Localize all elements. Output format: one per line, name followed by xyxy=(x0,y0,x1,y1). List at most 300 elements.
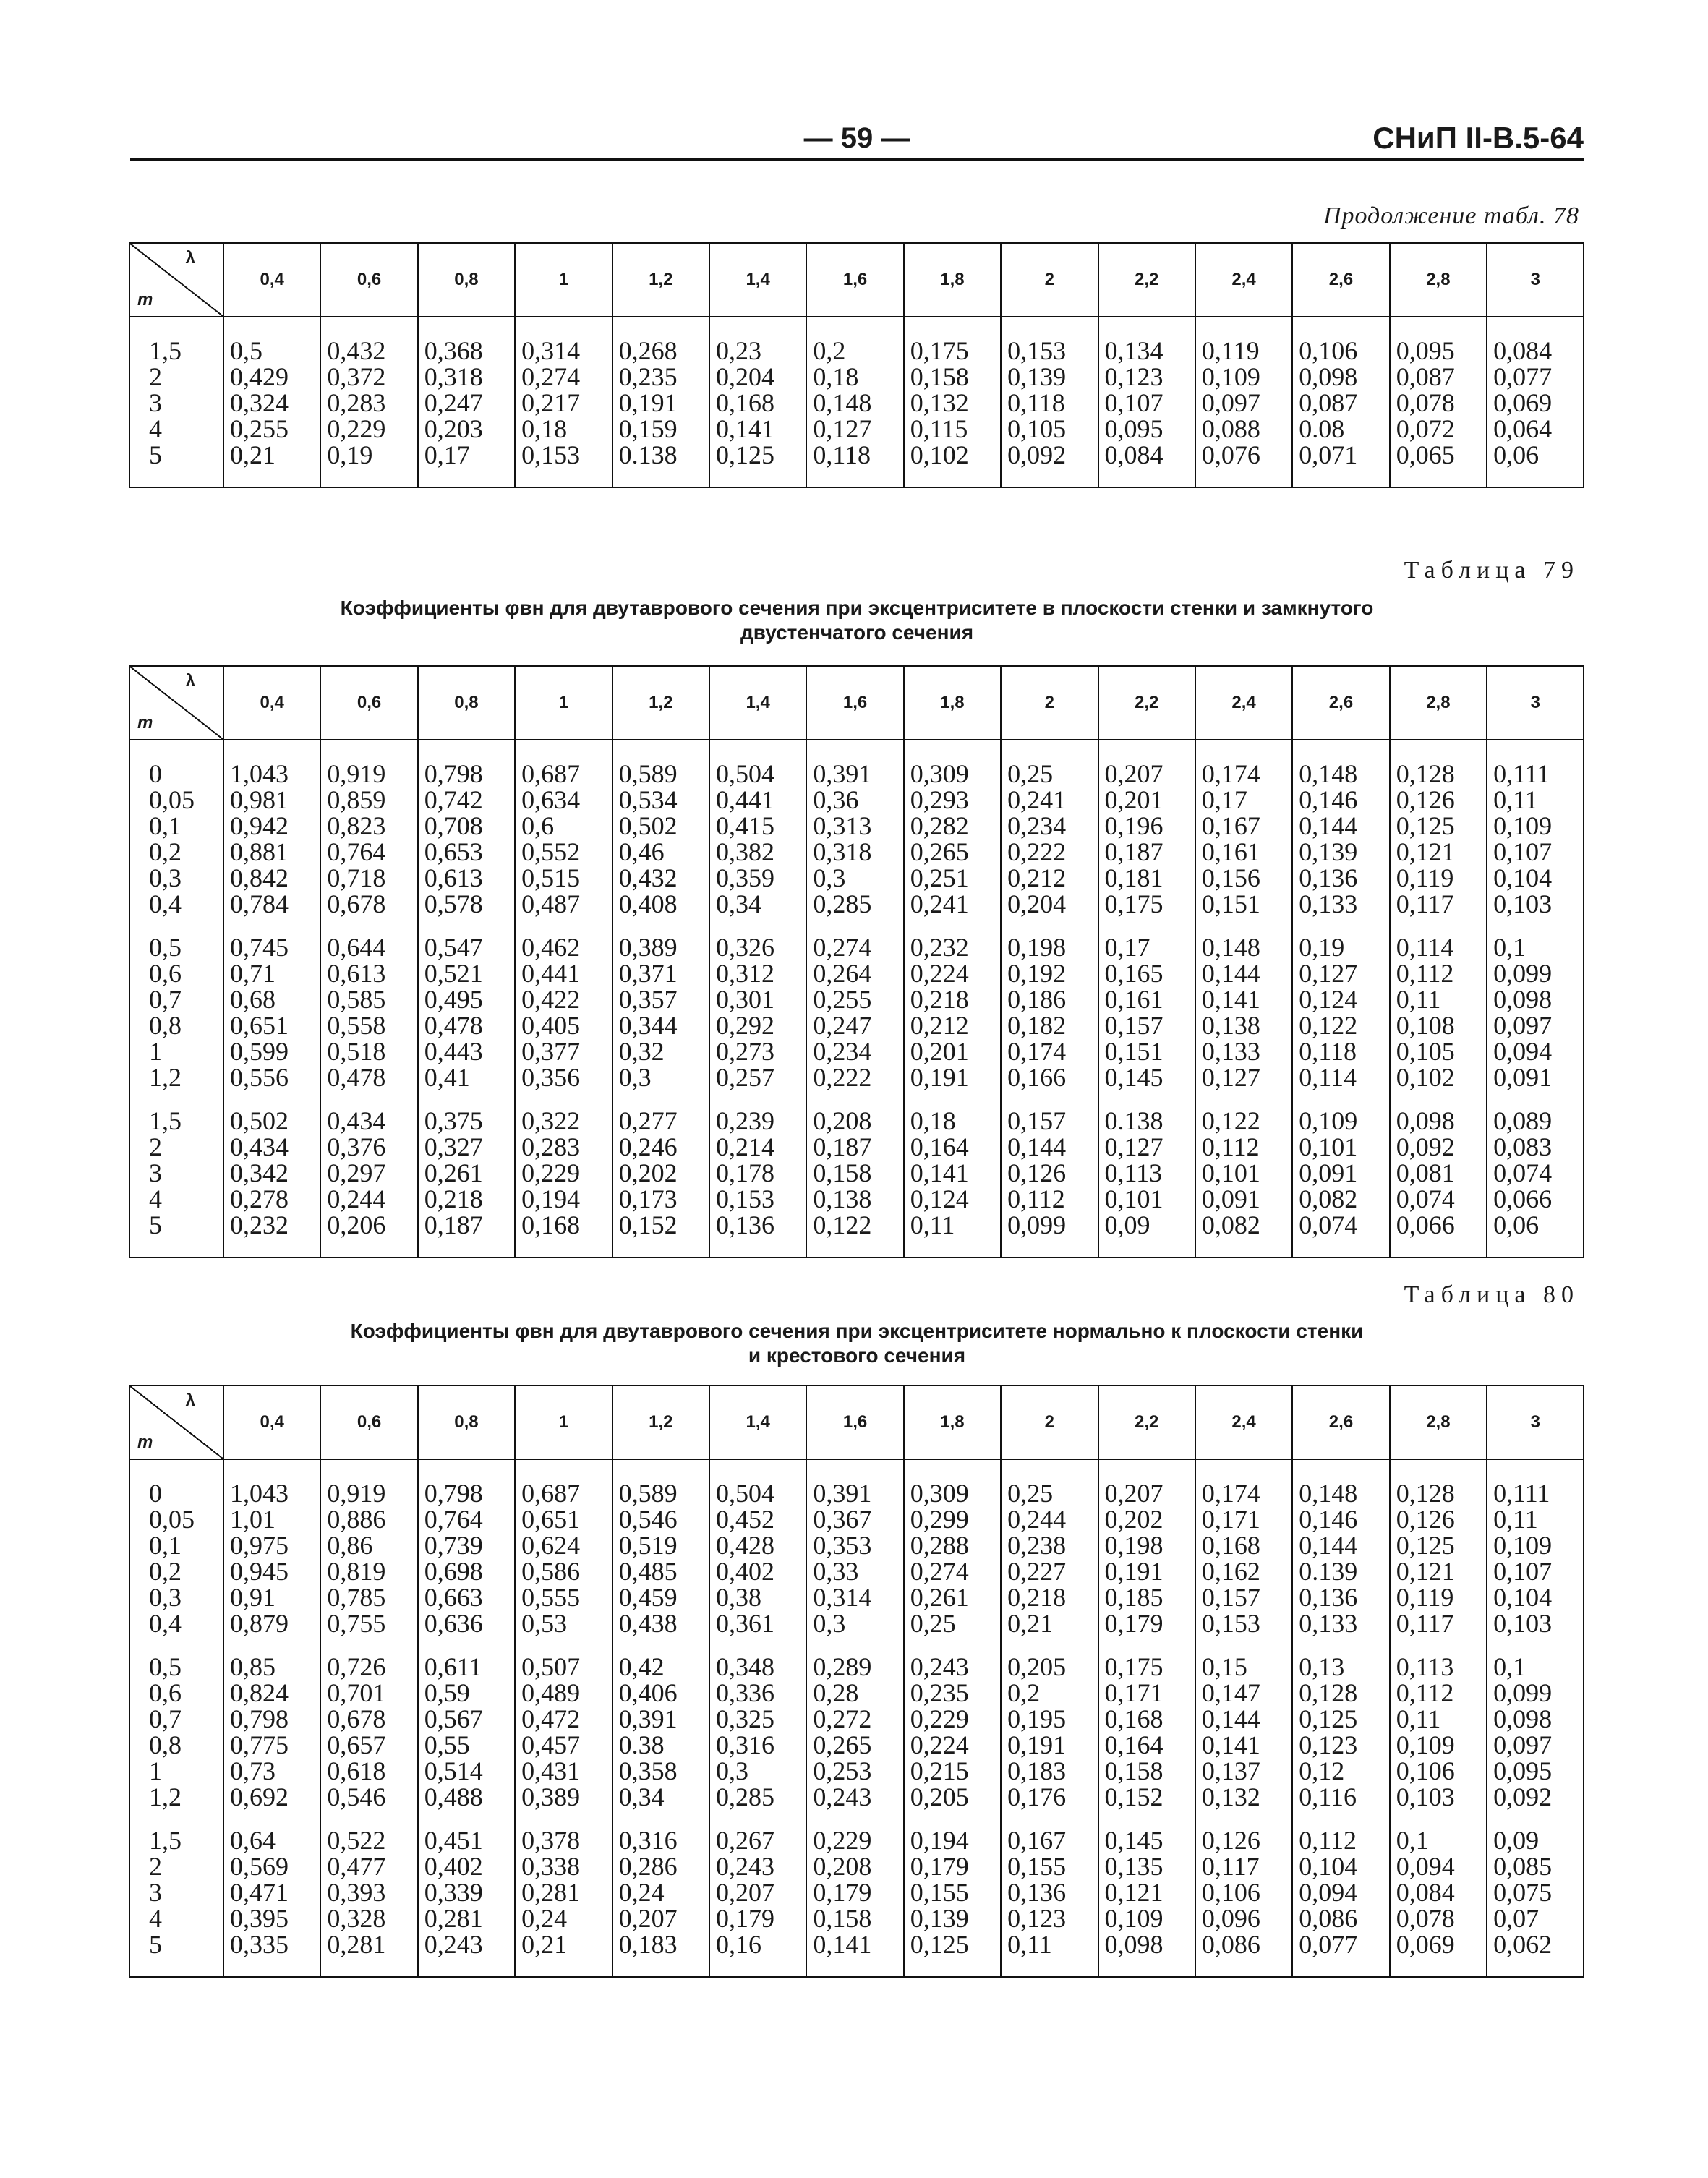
column-header: 0,8 xyxy=(418,243,515,317)
row-m-value: 3 xyxy=(129,1879,223,1905)
coefficient-cell: 0,183 xyxy=(612,1931,709,1957)
coefficient-cell: 0,094 xyxy=(1390,1853,1487,1879)
column-header: 1,4 xyxy=(709,666,806,740)
coefficient-cell: 0,819 xyxy=(320,1558,417,1584)
row-m-value: 4 xyxy=(129,1905,223,1931)
column-header: 0,6 xyxy=(320,666,417,740)
coefficient-cell: 0,477 xyxy=(320,1853,417,1879)
coefficient-cell: 0,152 xyxy=(1098,1784,1195,1810)
table-row xyxy=(129,1134,1584,1160)
coefficient-cell: 0,109 xyxy=(1195,364,1292,390)
coefficient-cell: 0,534 xyxy=(612,787,709,813)
coefficient-cell: 0,151 xyxy=(1195,891,1292,917)
coefficient-cell: 0,265 xyxy=(806,1732,903,1758)
coefficient-cell: 0,378 xyxy=(515,1827,612,1853)
coefficient-cell: 0,504 xyxy=(709,761,806,787)
coefficient-cell: 0,109 xyxy=(1390,1732,1487,1758)
coefficient-cell: 0,33 xyxy=(806,1558,903,1584)
coefficient-cell: 0,173 xyxy=(612,1186,709,1212)
coefficient-cell: 0,34 xyxy=(612,1784,709,1810)
spacer-cell xyxy=(1098,1636,1195,1654)
coefficient-cell: 0,103 xyxy=(1487,1610,1584,1636)
column-header: 1,6 xyxy=(806,243,903,317)
coefficient-cell: 0,886 xyxy=(320,1506,417,1532)
coefficient-cell: 0,196 xyxy=(1098,813,1195,839)
coefficient-cell: 0,087 xyxy=(1390,364,1487,390)
row-m-value: 0,1 xyxy=(129,813,223,839)
coefficient-cell: 0,361 xyxy=(709,1610,806,1636)
coefficient-cell: 0,186 xyxy=(1001,986,1098,1012)
spacer-cell xyxy=(129,1459,223,1480)
coefficient-cell: 0,126 xyxy=(1390,1506,1487,1532)
coefficient-cell: 0,11 xyxy=(1390,986,1487,1012)
coefficient-cell: 0,255 xyxy=(806,986,903,1012)
coefficient-cell: 0,118 xyxy=(1292,1038,1389,1064)
spacer-row xyxy=(129,317,1584,338)
row-m-value: 0,05 xyxy=(129,787,223,813)
coefficient-cell: 0,502 xyxy=(612,813,709,839)
coefficient-cell: 0,141 xyxy=(1195,1732,1292,1758)
spacer-cell xyxy=(1292,1810,1389,1827)
spacer-cell xyxy=(904,468,1001,487)
coefficient-cell: 0,127 xyxy=(1098,1134,1195,1160)
column-header: 1,8 xyxy=(904,666,1001,740)
row-m-value: 1 xyxy=(129,1038,223,1064)
table-row xyxy=(129,1879,1584,1905)
column-header: 2,4 xyxy=(1195,243,1292,317)
coefficient-cell: 0,85 xyxy=(223,1654,320,1680)
coefficient-cell: 0.139 xyxy=(1292,1558,1389,1584)
coefficient-cell: 0,457 xyxy=(515,1732,612,1758)
coefficient-cell: 0,165 xyxy=(1098,960,1195,986)
column-header: 0,6 xyxy=(320,1385,417,1459)
spacer-cell xyxy=(320,1636,417,1654)
coefficient-cell: 0,651 xyxy=(223,1012,320,1038)
coefficient-cell: 0,247 xyxy=(806,1012,903,1038)
coefficient-cell: 0,104 xyxy=(1487,865,1584,891)
coefficient-cell: 0,187 xyxy=(806,1134,903,1160)
coefficient-cell: 0,147 xyxy=(1195,1680,1292,1706)
coefficient-cell: 0,153 xyxy=(709,1186,806,1212)
spacer-cell xyxy=(612,1957,709,1977)
coefficient-cell: 0,11 xyxy=(1487,787,1584,813)
table-row xyxy=(129,1038,1584,1064)
coefficient-cell: 0,133 xyxy=(1195,1038,1292,1064)
coefficient-cell: 0,125 xyxy=(904,1931,1001,1957)
coefficient-cell: 0,55 xyxy=(418,1732,515,1758)
table-row xyxy=(129,1931,1584,1957)
coefficient-cell: 0,268 xyxy=(612,338,709,364)
spacer-cell xyxy=(1098,1810,1195,1827)
spacer-cell xyxy=(709,917,806,934)
coefficient-cell: 0,078 xyxy=(1390,1905,1487,1931)
coefficient-cell: 0,441 xyxy=(515,960,612,986)
coefficient-cell: 0,138 xyxy=(1195,1012,1292,1038)
coefficient-cell: 0,59 xyxy=(418,1680,515,1706)
spacer-row xyxy=(129,1090,1584,1108)
spacer-cell xyxy=(806,1090,903,1108)
coefficient-cell: 0,274 xyxy=(515,364,612,390)
coefficient-cell: 0,15 xyxy=(1195,1654,1292,1680)
coefficient-cell: 0,168 xyxy=(1098,1706,1195,1732)
spacer-cell xyxy=(320,1459,417,1480)
coefficient-cell: 0,282 xyxy=(904,813,1001,839)
coefficient-cell: 0,227 xyxy=(1001,1558,1098,1584)
spacer-cell xyxy=(1292,740,1389,761)
coefficient-cell: 0,634 xyxy=(515,787,612,813)
coefficient-cell: 0,112 xyxy=(1292,1827,1389,1853)
spacer-cell xyxy=(1195,1238,1292,1257)
coefficient-cell: 0,318 xyxy=(418,364,515,390)
coefficient-cell: 0,24 xyxy=(515,1905,612,1931)
coefficient-cell: 0,546 xyxy=(320,1784,417,1810)
coefficient-cell: 0,5 xyxy=(223,338,320,364)
coefficient-cell: 0,121 xyxy=(1390,1558,1487,1584)
coefficient-cell: 0,152 xyxy=(612,1212,709,1238)
coefficient-cell: 0,452 xyxy=(709,1506,806,1532)
coefficient-cell: 0,235 xyxy=(904,1680,1001,1706)
spacer-cell xyxy=(129,740,223,761)
coefficient-cell: 0,558 xyxy=(320,1012,417,1038)
coefficient-cell: 0,232 xyxy=(223,1212,320,1238)
corner-cell xyxy=(129,1385,223,1459)
coefficient-cell: 0,432 xyxy=(320,338,417,364)
coefficient-cell: 0,372 xyxy=(320,364,417,390)
lambda-label: λ xyxy=(185,671,195,691)
coefficient-cell: 0,104 xyxy=(1292,1853,1389,1879)
spacer-row xyxy=(129,1957,1584,1977)
coefficient-cell: 0,155 xyxy=(904,1879,1001,1905)
coefficient-cell: 0,179 xyxy=(904,1853,1001,1879)
coefficient-cell: 0,114 xyxy=(1390,934,1487,960)
coefficient-cell: 0,324 xyxy=(223,390,320,416)
spacer-cell xyxy=(1487,468,1584,487)
coefficient-cell: 0,128 xyxy=(1390,1480,1487,1506)
coefficient-cell: 0,136 xyxy=(1292,1584,1389,1610)
coefficient-cell: 0,798 xyxy=(418,761,515,787)
coefficient-cell: 0,126 xyxy=(1001,1160,1098,1186)
coefficient-cell: 0,158 xyxy=(1098,1758,1195,1784)
table-row xyxy=(129,1012,1584,1038)
spacer-cell xyxy=(1001,1238,1098,1257)
coefficient-cell: 0,402 xyxy=(418,1853,515,1879)
table-79-caption-line-2: двустенчатого сечения xyxy=(740,621,974,644)
coefficient-cell: 0,182 xyxy=(1001,1012,1098,1038)
spacer-cell xyxy=(418,1459,515,1480)
coefficient-cell: 0,132 xyxy=(904,390,1001,416)
coefficient-cell: 0,316 xyxy=(612,1827,709,1853)
spacer-cell xyxy=(709,1238,806,1257)
coefficient-cell: 0,34 xyxy=(709,891,806,917)
row-m-value: 4 xyxy=(129,1186,223,1212)
coefficient-cell: 0,157 xyxy=(1195,1584,1292,1610)
coefficient-cell: 0,109 xyxy=(1292,1108,1389,1134)
coefficient-cell: 0,096 xyxy=(1195,1905,1292,1931)
page-header xyxy=(130,116,1584,161)
coefficient-cell: 0,207 xyxy=(709,1879,806,1905)
coefficient-cell: 0,122 xyxy=(806,1212,903,1238)
coefficient-cell: 0,405 xyxy=(515,1012,612,1038)
coefficient-cell: 0,438 xyxy=(612,1610,709,1636)
coefficient-cell: 0,243 xyxy=(709,1853,806,1879)
coefficient-cell: 0,434 xyxy=(223,1134,320,1160)
spacer-cell xyxy=(806,917,903,934)
coefficient-cell: 0,084 xyxy=(1098,442,1195,468)
coefficient-cell: 0,718 xyxy=(320,865,417,891)
row-m-value: 0,8 xyxy=(129,1732,223,1758)
coefficient-cell: 0,692 xyxy=(223,1784,320,1810)
row-m-value: 0,7 xyxy=(129,1706,223,1732)
coefficient-cell: 0,174 xyxy=(1195,1480,1292,1506)
spacer-cell xyxy=(904,1238,1001,1257)
spacer-cell xyxy=(515,317,612,338)
coefficient-cell: 0,098 xyxy=(1390,1108,1487,1134)
column-header: 2,2 xyxy=(1098,243,1195,317)
row-m-value: 4 xyxy=(129,416,223,442)
spacer-cell xyxy=(515,1636,612,1654)
column-header: 3 xyxy=(1487,243,1584,317)
table-row xyxy=(129,390,1584,416)
coefficient-cell: 0,191 xyxy=(1098,1558,1195,1584)
coefficient-cell: 0,062 xyxy=(1487,1931,1584,1957)
coefficient-cell: 0,1 xyxy=(1487,934,1584,960)
coefficient-cell: 0,224 xyxy=(904,960,1001,986)
coefficient-cell: 0,71 xyxy=(223,960,320,986)
m-label: m xyxy=(137,290,153,309)
coefficient-cell: 0,285 xyxy=(709,1784,806,1810)
coefficient-cell: 0,104 xyxy=(1487,1584,1584,1610)
coefficient-cell: 0,824 xyxy=(223,1680,320,1706)
spacer-cell xyxy=(418,468,515,487)
coefficient-cell: 0,157 xyxy=(1001,1108,1098,1134)
coefficient-cell: 0,144 xyxy=(1292,1532,1389,1558)
coefficient-cell: 0,082 xyxy=(1195,1212,1292,1238)
row-m-value: 0,6 xyxy=(129,1680,223,1706)
spacer-cell xyxy=(1292,1459,1389,1480)
coefficient-cell: 0,567 xyxy=(418,1706,515,1732)
table-row xyxy=(129,1853,1584,1879)
coefficient-cell: 0,273 xyxy=(709,1038,806,1064)
coefficient-cell: 0,3 xyxy=(806,1610,903,1636)
table-row xyxy=(129,960,1584,986)
spacer-cell xyxy=(709,740,806,761)
column-header: 1,4 xyxy=(709,1385,806,1459)
coefficient-cell: 0,406 xyxy=(612,1680,709,1706)
coefficient-cell: 0,141 xyxy=(709,416,806,442)
coefficient-cell: 0,141 xyxy=(1195,986,1292,1012)
coefficient-cell: 0,082 xyxy=(1292,1186,1389,1212)
spacer-cell xyxy=(129,917,223,934)
spacer-cell xyxy=(1001,1810,1098,1827)
coefficient-cell: 0,391 xyxy=(612,1706,709,1732)
column-header: 3 xyxy=(1487,666,1584,740)
coefficient-cell: 0,136 xyxy=(1001,1879,1098,1905)
spacer-cell xyxy=(806,740,903,761)
coefficient-cell: 0,06 xyxy=(1487,1212,1584,1238)
coefficient-cell: 0,25 xyxy=(1001,1480,1098,1506)
coefficient-cell: 0,166 xyxy=(1001,1064,1098,1090)
coefficient-cell: 0,207 xyxy=(1098,761,1195,787)
column-header: 1,2 xyxy=(612,243,709,317)
coefficient-cell: 0,215 xyxy=(904,1758,1001,1784)
coefficient-cell: 0,281 xyxy=(320,1931,417,1957)
coefficient-cell: 0,18 xyxy=(515,416,612,442)
coefficient-cell: 0,3 xyxy=(806,865,903,891)
coefficient-cell: 0,203 xyxy=(418,416,515,442)
table-row xyxy=(129,1784,1584,1810)
spacer-cell xyxy=(223,1636,320,1654)
coefficient-cell: 0,125 xyxy=(1292,1706,1389,1732)
coefficient-cell: 0,081 xyxy=(1390,1160,1487,1186)
spacer-cell xyxy=(418,740,515,761)
coefficient-cell: 0,148 xyxy=(806,390,903,416)
spacer-cell xyxy=(129,1238,223,1257)
coefficient-cell: 0,653 xyxy=(418,839,515,865)
column-header: 0,4 xyxy=(223,243,320,317)
coefficient-cell: 0,272 xyxy=(806,1706,903,1732)
coefficient-cell: 0,504 xyxy=(709,1480,806,1506)
table-78 xyxy=(129,242,1584,488)
coefficient-cell: 0,243 xyxy=(806,1784,903,1810)
table-row xyxy=(129,839,1584,865)
coefficient-cell: 0,11 xyxy=(1390,1706,1487,1732)
coefficient-cell: 0,144 xyxy=(1195,960,1292,986)
spacer-cell xyxy=(1195,1810,1292,1827)
column-header: 0,8 xyxy=(418,666,515,740)
coefficient-cell: 0,084 xyxy=(1390,1879,1487,1905)
spacer-cell xyxy=(709,1636,806,1654)
table-row xyxy=(129,1480,1584,1506)
spacer-cell xyxy=(904,917,1001,934)
spacer-cell xyxy=(709,317,806,338)
table-80 xyxy=(129,1385,1584,1978)
spacer-cell xyxy=(320,468,417,487)
spacer-cell xyxy=(612,1238,709,1257)
spacer-cell xyxy=(904,1090,1001,1108)
table-row xyxy=(129,416,1584,442)
column-header: 2 xyxy=(1001,666,1098,740)
coefficient-cell: 0,139 xyxy=(1001,364,1098,390)
coefficient-cell: 0,124 xyxy=(904,1186,1001,1212)
coefficient-cell: 0,097 xyxy=(1195,390,1292,416)
coefficient-cell: 0,192 xyxy=(1001,960,1098,986)
coefficient-cell: 0,123 xyxy=(1001,1905,1098,1931)
coefficient-cell: 0,133 xyxy=(1292,1610,1389,1636)
coefficient-cell: 0,651 xyxy=(515,1506,612,1532)
column-header: 2,6 xyxy=(1292,243,1389,317)
coefficient-cell: 0,277 xyxy=(612,1108,709,1134)
coefficient-cell: 0,101 xyxy=(1098,1186,1195,1212)
coefficient-cell: 0,097 xyxy=(1487,1732,1584,1758)
row-m-value: 2 xyxy=(129,1134,223,1160)
coefficient-cell: 0,191 xyxy=(612,390,709,416)
coefficient-cell: 0,099 xyxy=(1001,1212,1098,1238)
table-79-caption xyxy=(130,596,1584,645)
spacer-cell xyxy=(320,1090,417,1108)
coefficient-cell: 0,46 xyxy=(612,839,709,865)
spacer-cell xyxy=(904,1459,1001,1480)
coefficient-cell: 0,06 xyxy=(1487,442,1584,468)
spacer-row xyxy=(129,740,1584,761)
coefficient-cell: 0,522 xyxy=(320,1827,417,1853)
row-m-value: 0,5 xyxy=(129,1654,223,1680)
column-header: 3 xyxy=(1487,1385,1584,1459)
coefficient-cell: 0,205 xyxy=(904,1784,1001,1810)
column-header: 2,8 xyxy=(1390,1385,1487,1459)
spacer-cell xyxy=(223,1238,320,1257)
coefficient-cell: 0,185 xyxy=(1098,1584,1195,1610)
coefficient-cell: 0,201 xyxy=(904,1038,1001,1064)
spacer-cell xyxy=(709,1957,806,1977)
coefficient-cell: 0,495 xyxy=(418,986,515,1012)
table-row xyxy=(129,1680,1584,1706)
coefficient-cell: 0,145 xyxy=(1098,1064,1195,1090)
table-row xyxy=(129,1212,1584,1238)
spacer-cell xyxy=(1487,1238,1584,1257)
coefficient-cell: 0,098 xyxy=(1487,1706,1584,1732)
coefficient-cell: 0,238 xyxy=(1001,1532,1098,1558)
coefficient-cell: 0,105 xyxy=(1001,416,1098,442)
coefficient-cell: 0,255 xyxy=(223,416,320,442)
spacer-cell xyxy=(223,317,320,338)
m-label: m xyxy=(137,713,153,733)
coefficient-cell: 0,359 xyxy=(709,865,806,891)
spacer-cell xyxy=(320,1238,417,1257)
coefficient-cell: 0,119 xyxy=(1390,865,1487,891)
spacer-cell xyxy=(806,1459,903,1480)
table-row xyxy=(129,891,1584,917)
coefficient-cell: 0,429 xyxy=(223,364,320,390)
column-header: 2,8 xyxy=(1390,243,1487,317)
row-m-value: 0,1 xyxy=(129,1532,223,1558)
spacer-cell xyxy=(1195,1090,1292,1108)
coefficient-cell: 0,109 xyxy=(1098,1905,1195,1931)
spacer-cell xyxy=(515,1459,612,1480)
spacer-cell xyxy=(1098,1957,1195,1977)
coefficient-cell: 0,105 xyxy=(1390,1038,1487,1064)
row-m-value: 5 xyxy=(129,1212,223,1238)
coefficient-cell: 0,127 xyxy=(806,416,903,442)
coefficient-cell: 0,107 xyxy=(1098,390,1195,416)
spacer-cell xyxy=(1487,1636,1584,1654)
spacer-cell xyxy=(1001,740,1098,761)
coefficient-cell: 0,21 xyxy=(515,1931,612,1957)
row-m-value: 1,2 xyxy=(129,1064,223,1090)
coefficient-cell: 0,23 xyxy=(709,338,806,364)
coefficient-cell: 0,16 xyxy=(709,1931,806,1957)
row-m-value: 5 xyxy=(129,1931,223,1957)
coefficient-cell: 0,244 xyxy=(1001,1506,1098,1532)
spacer-cell xyxy=(1487,317,1584,338)
coefficient-cell: 0,292 xyxy=(709,1012,806,1038)
coefficient-cell: 0,086 xyxy=(1195,1931,1292,1957)
coefficient-cell: 0,358 xyxy=(612,1758,709,1784)
coefficient-cell: 0,153 xyxy=(515,442,612,468)
document-code: СНиП II-В.5-64 xyxy=(1372,121,1584,155)
spacer-cell xyxy=(1390,468,1487,487)
spacer-cell xyxy=(1487,1090,1584,1108)
coefficient-cell: 0,301 xyxy=(709,986,806,1012)
coefficient-cell: 0,218 xyxy=(904,986,1001,1012)
coefficient-cell: 0,663 xyxy=(418,1584,515,1610)
coefficient-cell: 0,823 xyxy=(320,813,417,839)
coefficient-cell: 0,137 xyxy=(1195,1758,1292,1784)
coefficient-cell: 0,299 xyxy=(904,1506,1001,1532)
row-m-value: 0,6 xyxy=(129,960,223,986)
coefficient-cell: 0,919 xyxy=(320,1480,417,1506)
coefficient-cell: 0,208 xyxy=(806,1108,903,1134)
coefficient-cell: 0,338 xyxy=(515,1853,612,1879)
